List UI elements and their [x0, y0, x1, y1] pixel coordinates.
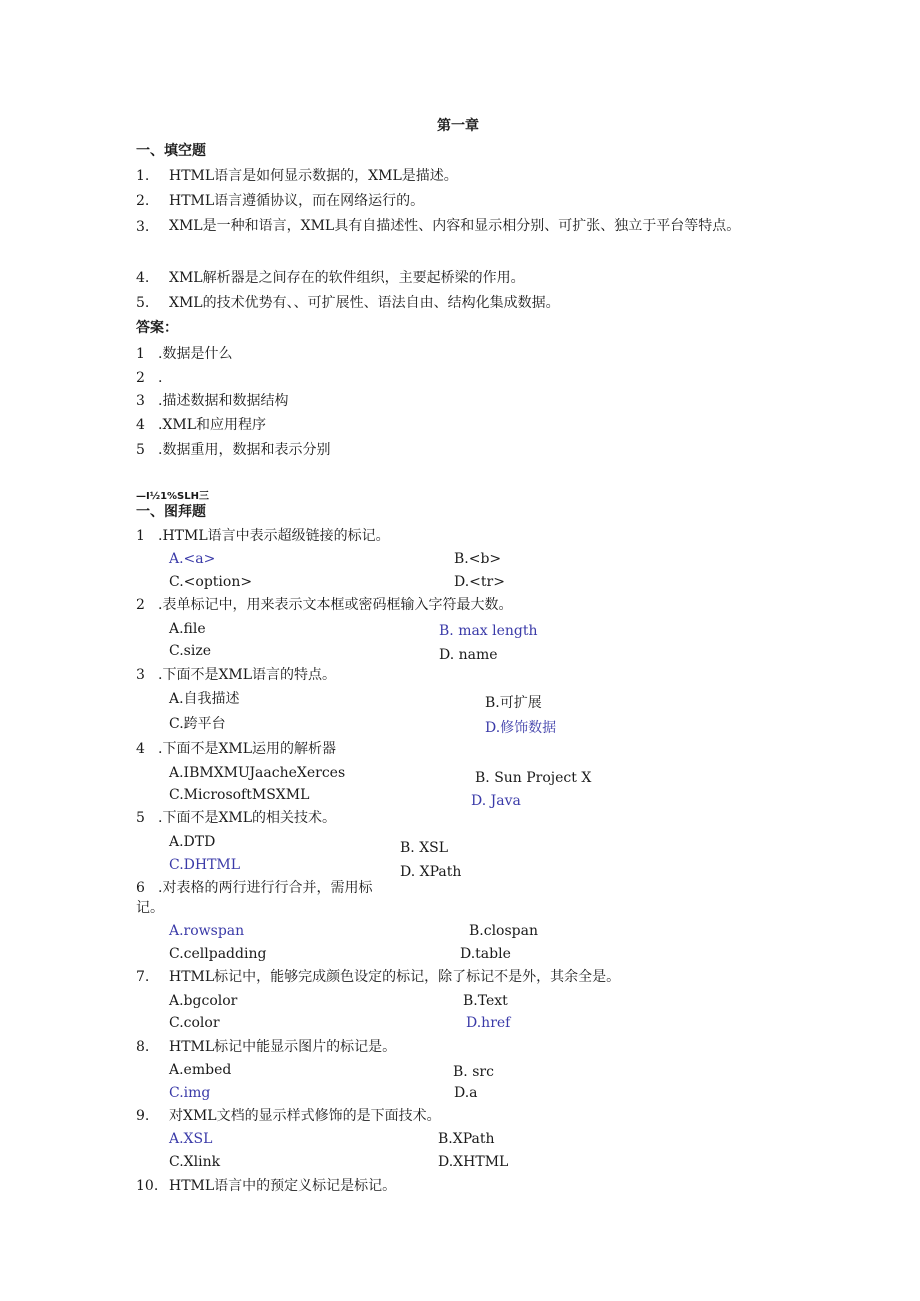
question-num: 1	[136, 528, 145, 544]
option-c: C.Xlink	[169, 1154, 221, 1170]
option-c: C.DHTML	[169, 857, 241, 873]
question-text: .表单标记中，用来表示文本框或密码框输入字符最大数。	[158, 597, 513, 613]
option-b: B.XPath	[438, 1131, 495, 1147]
option-d: D. XPath	[400, 864, 462, 880]
option-a: A.IBMXMUJaacheXerces	[169, 765, 346, 781]
option-b: B.clospan	[469, 923, 538, 939]
option-b: B.<b>	[454, 551, 502, 567]
option-d: D.XHTML	[438, 1154, 509, 1170]
option-a: A.embed	[169, 1062, 232, 1078]
question-num: 6	[136, 880, 145, 896]
question-text: HTML标记中，能够完成颜色设定的标记，除了标记不是外，其余全是。	[169, 969, 621, 985]
chapter-title: 第一章	[437, 118, 479, 134]
fill-item-num: 3.	[136, 219, 150, 235]
answer-text: .	[158, 370, 163, 386]
fill-item-num: 4.	[136, 270, 150, 286]
option-d: D. name	[439, 647, 498, 663]
answer-num: 5	[136, 442, 145, 458]
option-d: D.table	[460, 946, 511, 962]
option-b: B. src	[453, 1064, 494, 1080]
garbled-line: —I½1%SLH三	[136, 491, 209, 502]
question-text: .下面不是XML运用的解析器	[158, 741, 337, 757]
answer-num: 2	[136, 370, 145, 386]
question-text: .下面不是XML的相关技术。	[158, 810, 337, 826]
question-num: 8.	[136, 1039, 150, 1055]
option-c: C.size	[169, 643, 211, 659]
option-a: A.自我描述	[169, 691, 240, 707]
option-b: B.Text	[463, 993, 508, 1009]
option-d: D. Java	[471, 793, 521, 809]
option-d: D.<tr>	[454, 574, 505, 590]
answers-heading: 答案：	[136, 320, 178, 336]
option-d: D.修饰数据	[485, 720, 557, 736]
fill-item-text: HTML语言遵循协议，而在网络运行的。	[169, 193, 425, 209]
question-num: 9.	[136, 1108, 150, 1124]
fill-item-text: XML解析器是之间存在的软件组织，主要起桥梁的作用。	[169, 270, 525, 286]
option-c: C.MicrosoftMSXML	[169, 787, 310, 803]
fill-item-num: 1.	[136, 168, 150, 184]
option-b: B. XSL	[400, 840, 449, 856]
option-c: C.color	[169, 1015, 220, 1031]
question-text: .对表格的两行进行行合并，需用标	[158, 880, 373, 896]
option-c: C.img	[169, 1085, 211, 1101]
option-c: C.<option>	[169, 574, 253, 590]
fill-item-num: 2.	[136, 193, 150, 209]
fill-item-num: 5.	[136, 295, 150, 311]
choice-heading: 一、图拜题	[136, 504, 206, 520]
option-a: A.XSL	[169, 1131, 213, 1147]
question-text: 对XML文档的显示样式修饰的是下面技术。	[169, 1108, 441, 1124]
question-text: HTML语言中的预定义标记是标记。	[169, 1178, 397, 1194]
question-num: 5	[136, 810, 145, 826]
answer-text: .数据是什么	[158, 346, 233, 362]
answer-num: 1	[136, 346, 145, 362]
question-text-cont: 记。	[136, 900, 164, 916]
option-b: B. max length	[439, 623, 538, 639]
question-num: 4	[136, 741, 145, 757]
option-d: D.a	[454, 1085, 478, 1101]
fill-item-text: XML是一种和语言，XML具有自描述性、内容和显示相分别、可扩张、独立于平台等特点。	[169, 218, 741, 234]
option-b: B.可扩展	[485, 695, 542, 711]
answer-num: 3	[136, 393, 145, 409]
option-c: C.跨平台	[169, 716, 226, 732]
question-num: 7.	[136, 969, 150, 985]
question-num: 3	[136, 667, 145, 683]
option-a: A.<a>	[169, 551, 216, 567]
option-a: A.file	[169, 621, 206, 637]
answer-text: .数据重用，数据和表示分别	[158, 442, 331, 458]
question-text: .下面不是XML语言的特点。	[158, 667, 337, 683]
option-c: C.cellpadding	[169, 946, 267, 962]
option-d: D.href	[466, 1015, 511, 1031]
option-a: A.DTD	[169, 834, 216, 850]
question-text: HTML标记中能显示图片的标记是。	[169, 1039, 397, 1055]
question-num: 10.	[136, 1178, 159, 1194]
question-text: .HTML语言中表示超级链接的标记。	[158, 528, 390, 544]
answer-text: .XML和应用程序	[158, 417, 267, 433]
fill-heading: 一、填空题	[136, 143, 206, 159]
answer-text: .描述数据和数据结构	[158, 393, 289, 409]
fill-item-text: HTML语言是如何显示数据的，XML是描述。	[169, 168, 458, 184]
fill-item-text: XML的技术优势有、、可扩展性、语法自由、结构化集成数据。	[169, 295, 560, 311]
option-a: A.rowspan	[169, 923, 245, 939]
answer-num: 4	[136, 417, 145, 433]
option-a: A.bgcolor	[169, 993, 238, 1009]
option-b: B. Sun Project X	[475, 770, 592, 786]
question-num: 2	[136, 597, 145, 613]
